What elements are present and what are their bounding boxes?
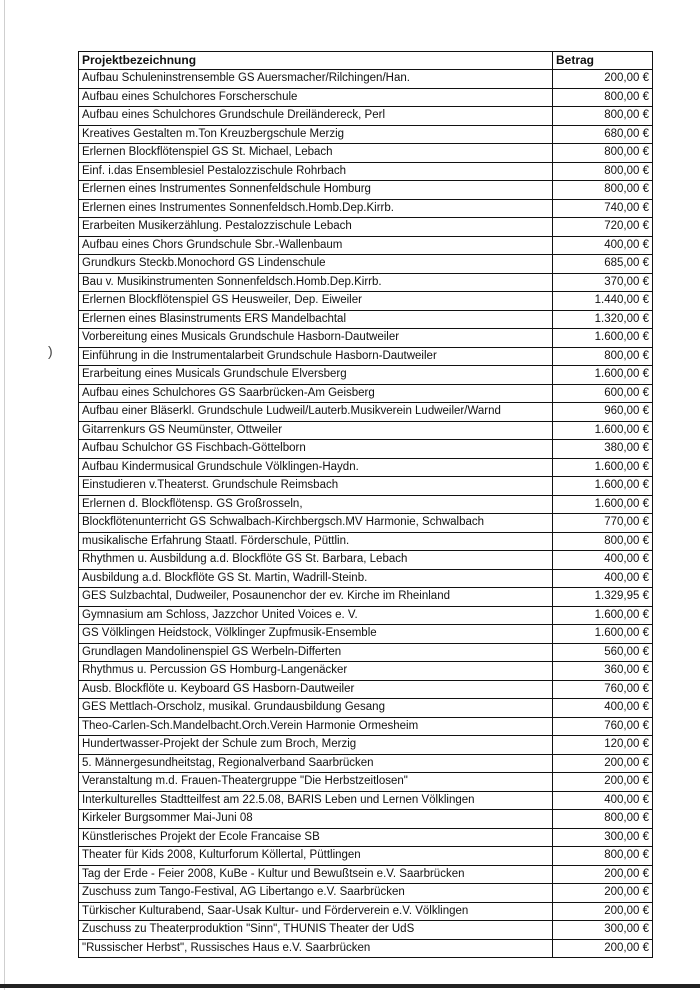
project-name-cell: Zuschuss zum Tango-Festival, AG Libertango e.V. Saarbrücken [79,884,553,903]
table-body [79,70,653,958]
project-name-cell: Ausbildung a.d. Blockflöte GS St. Martin, Wadrill-Steinb. [79,569,553,588]
amount-cell: 770,00 € [553,514,653,533]
project-name-cell: Einführung in die Instrumentalarbeit Grundschule Hasborn-Dautweiler [79,347,553,366]
table-row [79,884,653,903]
amount-cell: 200,00 € [553,902,653,921]
project-name-cell: Gitarrenkurs GS Neumünster, Ottweiler [79,421,553,440]
header-project-name: Projektbezeichnung [79,52,553,70]
project-name-cell: Aufbau eines Schulchores Grundschule Dreiländereck, Perl [79,107,553,126]
project-name-cell: Grundkurs Steckb.Monochord GS Lindenschule [79,255,553,274]
bottom-rule [0,984,700,988]
amount-cell: 800,00 € [553,347,653,366]
table-row [79,810,653,829]
project-name-cell: Türkischer Kulturabend, Saar-Usak Kultur- und Förderverein e.V. Völklingen [79,902,553,921]
amount-cell: 800,00 € [553,162,653,181]
amount-cell: 200,00 € [553,773,653,792]
amount-cell: 1.600,00 € [553,625,653,644]
table-row [79,162,653,181]
table-row [79,458,653,477]
scan-edge-line [4,0,5,990]
amount-cell: 200,00 € [553,939,653,958]
amount-cell: 800,00 € [553,88,653,107]
project-name-cell: Erarbeiten Musikerzählung. Pestalozzischule Lebach [79,218,553,237]
table-row [79,181,653,200]
table-row [79,865,653,884]
header-amount: Betrag [553,52,653,70]
project-name-cell: Theo-Carlen-Sch.Mandelbacht.Orch.Verein Harmonie Ormesheim [79,717,553,736]
table-header-row [79,52,653,70]
table-row [79,643,653,662]
project-name-cell: Erlernen Blockflötenspiel GS Heusweiler, Dep. Eiweiler [79,292,553,311]
table-row [79,218,653,237]
table-row [79,477,653,496]
project-name-cell: Blockflötenunterricht GS Schwalbach-Kirchbergsch.MV Harmonie, Schwalbach [79,514,553,533]
table-row [79,329,653,348]
project-name-cell: Aufbau Schulchor GS Fischbach-Göttelborn [79,440,553,459]
amount-cell: 800,00 € [553,810,653,829]
amount-cell: 720,00 € [553,218,653,237]
project-name-cell: Aufbau Schuleninstrensemble GS Auersmacher/Rilchingen/Han. [79,70,553,89]
amount-cell: 760,00 € [553,717,653,736]
amount-cell: 300,00 € [553,828,653,847]
table-row [79,421,653,440]
table-row [79,847,653,866]
amount-cell: 600,00 € [553,384,653,403]
project-name-cell: Rhythmen u. Ausbildung a.d. Blockflöte GS St. Barbara, Lebach [79,551,553,570]
project-name-cell: Kirkeler Burgsommer Mai-Juni 08 [79,810,553,829]
table-row [79,384,653,403]
project-name-cell: Gymnasium am Schloss, Jazzchor United Voices e. V. [79,606,553,625]
project-name-cell: Aufbau Kindermusical Grundschule Völklingen-Haydn. [79,458,553,477]
project-name-cell: Aufbau eines Schulchores GS Saarbrücken-Am Geisberg [79,384,553,403]
amount-cell: 800,00 € [553,181,653,200]
table-row [79,717,653,736]
amount-cell: 800,00 € [553,847,653,866]
project-name-cell: Theater für Kids 2008, Kulturforum Köllertal, Püttlingen [79,847,553,866]
amount-cell: 1.329,95 € [553,588,653,607]
amount-cell: 300,00 € [553,921,653,940]
project-name-cell: Hundertwasser-Projekt der Schule zum Broch, Merzig [79,736,553,755]
amount-cell: 1.440,00 € [553,292,653,311]
amount-cell: 1.600,00 € [553,477,653,496]
table-row [79,88,653,107]
table-row [79,125,653,144]
project-name-cell: Tag der Erde - Feier 2008, KuBe - Kultur und Bewußtsein e.V. Saarbrücken [79,865,553,884]
project-name-cell: Bau v. Musikinstrumenten Sonnenfeldsch.Homb.Dep.Kirrb. [79,273,553,292]
project-name-cell: Zuschuss zu Theaterproduktion "Sinn", THUNIS Theater der UdS [79,921,553,940]
table-row [79,754,653,773]
table-row [79,680,653,699]
amount-cell: 400,00 € [553,791,653,810]
amount-cell: 1.320,00 € [553,310,653,329]
project-name-cell: musikalische Erfahrung Staatl. Förderschule, Püttlin. [79,532,553,551]
table-row [79,569,653,588]
project-name-cell: Aufbau eines Schulchores Forscherschule [79,88,553,107]
project-name-cell: Aufbau einer Bläserkl. Grundschule Ludweil/Lauterb.Musikverein Ludweiler/Warnd [79,403,553,422]
table-row [79,310,653,329]
table-row [79,532,653,551]
table-row [79,662,653,681]
table-row [79,144,653,163]
project-name-cell: 5. Männergesundheitstag, Regionalverband Saarbrücken [79,754,553,773]
project-name-cell: Erlernen Blockflötenspiel GS St. Michael, Lebach [79,144,553,163]
amount-cell: 400,00 € [553,236,653,255]
amount-cell: 1.600,00 € [553,329,653,348]
project-name-cell: Erlernen eines Instrumentes Sonnenfeldschule Homburg [79,181,553,200]
amount-cell: 400,00 € [553,699,653,718]
table-row [79,551,653,570]
amount-cell: 685,00 € [553,255,653,274]
project-name-cell: Kreatives Gestalten m.Ton Kreuzbergschule Merzig [79,125,553,144]
amount-cell: 1.600,00 € [553,458,653,477]
amount-cell: 740,00 € [553,199,653,218]
project-name-cell: Einf. i.das Ensemblesiel Pestalozzischule Rohrbach [79,162,553,181]
amount-cell: 1.600,00 € [553,366,653,385]
table-row [79,403,653,422]
table-row [79,921,653,940]
amount-cell: 1.600,00 € [553,421,653,440]
table-row [79,199,653,218]
amount-cell: 200,00 € [553,865,653,884]
amount-cell: 120,00 € [553,736,653,755]
table-row [79,273,653,292]
amount-cell: 560,00 € [553,643,653,662]
amount-cell: 1.600,00 € [553,606,653,625]
table-row [79,440,653,459]
project-name-cell: "Russischer Herbst", Russisches Haus e.V. Saarbrücken [79,939,553,958]
project-name-cell: Erlernen d. Blockflötensp. GS Großrosseln, [79,495,553,514]
table-row [79,606,653,625]
amount-cell: 360,00 € [553,662,653,681]
project-name-cell: Interkulturelles Stadtteilfest am 22.5.08, BARIS Leben und Lernen Völklingen [79,791,553,810]
table-row [79,939,653,958]
margin-mark: ) [48,343,53,359]
table-row [79,588,653,607]
table-row [79,902,653,921]
amount-cell: 1.600,00 € [553,495,653,514]
project-name-cell: Künstlerisches Projekt der Ecole Francaise SB [79,828,553,847]
project-name-cell: GS Völklingen Heidstock, Völklinger Zupfmusik-Ensemble [79,625,553,644]
amount-cell: 960,00 € [553,403,653,422]
table-row [79,292,653,311]
table-row [79,255,653,274]
amount-cell: 380,00 € [553,440,653,459]
amount-cell: 200,00 € [553,70,653,89]
project-funding-table [78,51,653,958]
project-name-cell: Aufbau eines Chors Grundschule Sbr.-Wallenbaum [79,236,553,255]
table-row [79,347,653,366]
amount-cell: 800,00 € [553,144,653,163]
amount-cell: 200,00 € [553,754,653,773]
project-name-cell: Rhythmus u. Percussion GS Homburg-Langenäcker [79,662,553,681]
table-row [79,736,653,755]
table-row [79,773,653,792]
project-name-cell: Ausb. Blockflöte u. Keyboard GS Hasborn-Dautweiler [79,680,553,699]
table-row [79,495,653,514]
amount-cell: 200,00 € [553,884,653,903]
project-name-cell: Veranstaltung m.d. Frauen-Theatergruppe "Die Herbstzeitlosen" [79,773,553,792]
project-name-cell: Erlernen eines Instrumentes Sonnenfeldsch.Homb.Dep.Kirrb. [79,199,553,218]
table-row [79,366,653,385]
amount-cell: 680,00 € [553,125,653,144]
project-name-cell: Vorbereitung eines Musicals Grundschule Hasborn-Dautweiler [79,329,553,348]
table-row [79,828,653,847]
table-row [79,107,653,126]
table-row [79,236,653,255]
amount-cell: 400,00 € [553,569,653,588]
project-name-cell: GES Sulzbachtal, Dudweiler, Posaunenchor der ev. Kirche im Rheinland [79,588,553,607]
amount-cell: 400,00 € [553,551,653,570]
project-name-cell: Einstudieren v.Theaterst. Grundschule Reimsbach [79,477,553,496]
amount-cell: 370,00 € [553,273,653,292]
table-row [79,514,653,533]
table-row [79,791,653,810]
project-name-cell: GES Mettlach-Orscholz, musikal. Grundausbildung Gesang [79,699,553,718]
table-row [79,625,653,644]
project-name-cell: Erlernen eines Blasinstruments ERS Mandelbachtal [79,310,553,329]
amount-cell: 760,00 € [553,680,653,699]
table-row [79,699,653,718]
table-row [79,70,653,89]
amount-cell: 800,00 € [553,107,653,126]
project-name-cell: Grundlagen Mandolinenspiel GS Werbeln-Differten [79,643,553,662]
amount-cell: 800,00 € [553,532,653,551]
project-name-cell: Erarbeitung eines Musicals Grundschule Elversberg [79,366,553,385]
